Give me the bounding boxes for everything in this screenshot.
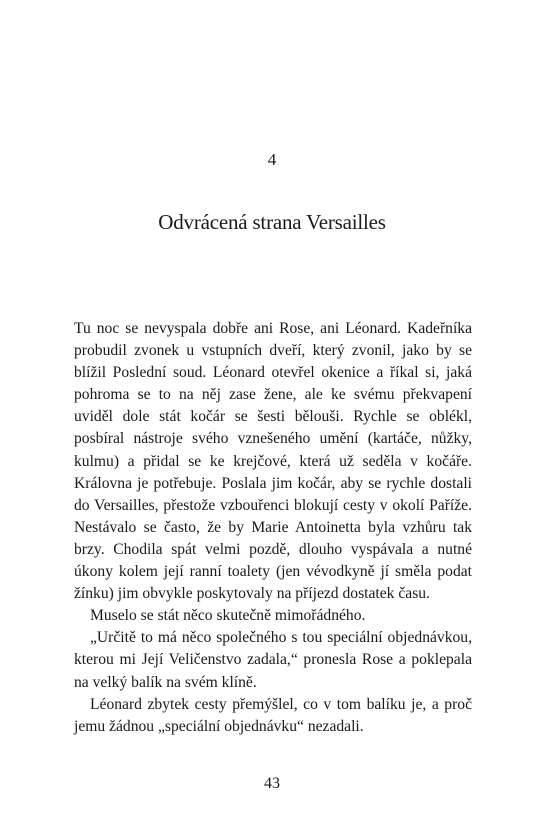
chapter-number: 4 [267, 150, 277, 169]
paragraph: Tu noc se nevyspala dobře ani Rose, ani Léonard. Kadeřníka probudil zvonek u vstupních dveří, který zvonil, jako by se blížil Poslední soud. Léonard otevřel okenice a říkal si, jaká pohroma se to na něj zase žene, ale ke svému překvapení uviděl dole stát kočár se šesti bělouši. Rychle se oblékl, posbíral nástroje svého vznešeného umění (kartáče, nůžky, kulmu) a přidal se ke krejčové, která už seděla v kočáře. Královna je potřebuje. Poslala jim kočár, aby se rychle dostali do Versailles, přestože vzbouřenci blokují cesty v okolí Paříže. Nestávalo se často, že by Marie Antoinetta byla vzhůru tak brzy. Chodila spát velmi pozdě, dlouho vyspávala a nutné úkony kolem její ranní toalety (jen vévodkyně jí směla podat žínku) jim obvykle poskytovaly na příjezd dostatek času. [74, 320, 472, 603]
paragraph: „Určitě to má něco společného s tou speciální objednávkou, kterou mi Její Veličenstvo zadala,“ pronesla Rose a poklepala na velký balík na svém klíně. [74, 629, 472, 691]
paragraph: Muselo se stát něco skutečně mimořádného. [90, 607, 366, 625]
page-number: 43 [264, 775, 280, 792]
paragraph: Léonard zbytek cesty přemýšlel, co v tom balíku je, a proč jemu žádnou „speciální objednávku“ nezadali. [74, 695, 472, 735]
chapter-title: Odvrácená strana Versailles [158, 210, 386, 234]
chapter-body [74, 318, 472, 738]
